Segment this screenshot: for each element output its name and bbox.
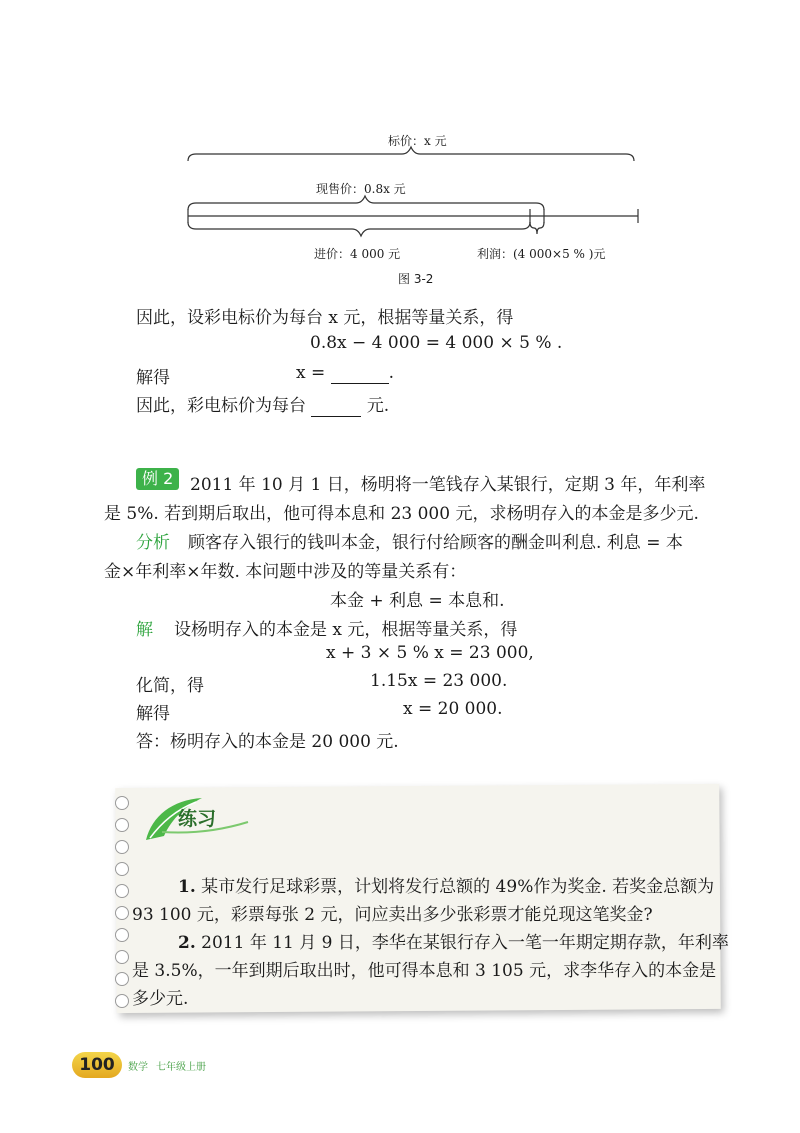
figure-caption: 图 3-2 <box>398 272 434 286</box>
page-number: 100 <box>72 1052 122 1078</box>
answer-line: 答：杨明存入的本金是 20 000 元. <box>136 732 399 752</box>
label-xianshoujia: 现售价：0.8x 元 <box>316 182 406 196</box>
relation: 本金 + 利息 = 本息和. <box>330 591 505 611</box>
solution-eq-1: x + 3 × 5 % x = 23 000, <box>326 643 534 663</box>
exercise-q2-line-3: 多少元. <box>132 989 189 1009</box>
example-line-2: 是 5%. 若到期后取出，他可得本息和 23 000 元，求杨明存入的本金是多少元. <box>104 504 699 524</box>
analysis-line-1: 顾客存入银行的钱叫本金，银行付给顾客的酬金叫利息. 利息 = 本 <box>188 533 683 553</box>
solution-eq-2: 1.15x = 23 000. <box>370 671 508 691</box>
text-line-3: 因此，彩电标价为每台 元. <box>136 396 390 416</box>
exercise-q2-line-2: 是 3.5%，一年到期后取出时，他可得本息和 3 105 元，求李华存入的本金是 <box>132 961 717 981</box>
example-badge: 例 2 <box>136 468 179 490</box>
text-line-1: 因此，设彩电标价为每台 x 元，根据等量关系，得 <box>136 308 514 328</box>
solution-line-1: 设杨明存入的本金是 x 元，根据等量关系，得 <box>174 620 518 640</box>
ring-icon <box>115 972 129 986</box>
example-line-1: 2011 年 10 月 1 日，杨明将一笔钱存入某银行，定期 3 年，年利率 <box>190 475 706 495</box>
ring-icon <box>115 840 129 854</box>
label-biaojia: 标价：x 元 <box>388 134 447 148</box>
solve-label: 解得 <box>136 704 170 724</box>
label-jinjia: 进价：4 000 元 <box>314 247 401 261</box>
ring-icon <box>115 994 129 1008</box>
solution-eq-3: x = 20 000. <box>403 699 503 719</box>
brace-biaojia <box>188 147 634 161</box>
simplify-label: 化简，得 <box>136 676 204 696</box>
ring-icon <box>115 950 129 964</box>
answer-blank-2[interactable] <box>311 396 361 417</box>
analysis-line-2: 金×年利率×年数. 本问题中涉及的等量关系有： <box>104 562 467 582</box>
footer-book: 七年级上册 <box>156 1062 206 1073</box>
brace-xianshoujia <box>188 196 544 210</box>
solution-label: 解 <box>136 620 153 640</box>
x-equals: x = . <box>296 363 395 383</box>
exercise-q1-line-1: 1. 某市发行足球彩票，计划将发行总额的 49%作为奖金. 若奖金总额为 <box>178 877 715 897</box>
footer-subject: 数学 <box>128 1062 148 1073</box>
ring-icon <box>115 906 129 920</box>
exercise-title: 练习 <box>178 808 217 830</box>
ring-icon <box>115 818 129 832</box>
ring-icon <box>115 796 129 810</box>
brace-lirun <box>530 222 544 234</box>
exercise-q1-line-2: 93 100 元，彩票每张 2 元，问应卖出多少张彩票才能兑现这笔奖金? <box>132 905 653 925</box>
exercise-q2-line-1: 2. 2011 年 11 月 9 日，李华在某银行存入一笔一年期定期存款，年利率 <box>178 933 729 953</box>
answer-blank-1[interactable] <box>331 363 389 384</box>
ring-icon <box>115 862 129 876</box>
brace-jinjia <box>188 222 530 236</box>
label-lirun: 利润：(4 000×5 % )元 <box>477 247 606 261</box>
jiede-label: 解得 <box>136 368 170 388</box>
analysis-label: 分析 <box>136 533 170 553</box>
ring-icon <box>115 884 129 898</box>
equation-1: 0.8x − 4 000 = 4 000 × 5 % . <box>310 333 563 353</box>
ring-icon <box>115 928 129 942</box>
